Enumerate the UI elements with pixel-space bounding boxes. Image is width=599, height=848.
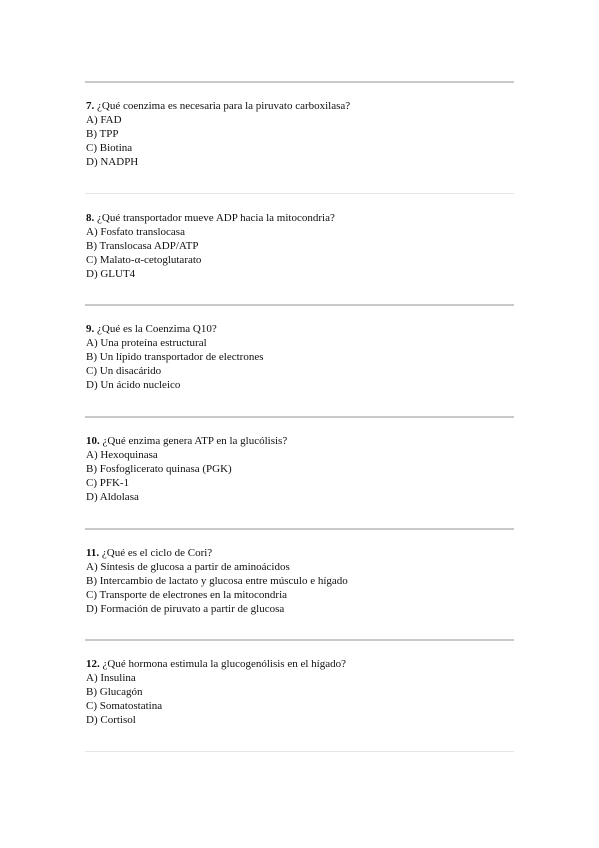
question-8 (86, 211, 514, 281)
option-a: A) Una proteína estructural (86, 337, 207, 349)
divider (85, 81, 514, 83)
option-b: B) Fosfoglicerato quinasa (PGK) (86, 463, 232, 475)
divider (85, 528, 514, 530)
option-b: B) Translocasa ADP/ATP (86, 240, 199, 252)
divider (85, 416, 514, 418)
option-a: A) Hexoquinasa (86, 449, 158, 461)
question-number: 9. (86, 323, 95, 335)
option-a: A) Fosfato translocasa (86, 226, 185, 238)
option-a: A) FAD (86, 114, 122, 126)
divider (85, 751, 514, 752)
question-number: 10. (86, 435, 100, 447)
question-12 (86, 657, 514, 727)
question-text: ¿Qué coenzima es necesaria para la piruvato carboxilasa? (97, 100, 351, 112)
option-c: C) Transporte de electrones en la mitocondria (86, 589, 288, 601)
option-d: D) Aldolasa (86, 491, 139, 503)
question-text: ¿Qué transportador mueve ADP hacia la mitocondria? (97, 212, 335, 224)
question-number: 8. (86, 212, 95, 224)
option-b: B) Intercambio de lactato y glucosa entre músculo e hígado (86, 575, 348, 587)
question-text: ¿Qué es el ciclo de Cori? (101, 547, 213, 559)
question-10 (86, 434, 514, 504)
option-b: B) Glucagón (86, 686, 143, 698)
question-number: 11. (86, 547, 100, 559)
question-stem (86, 546, 514, 560)
option-c: C) PFK-1 (86, 477, 130, 489)
option-c: C) Malato-α-cetoglutarato (86, 254, 202, 266)
question-7 (86, 99, 514, 169)
option-b: B) TPP (86, 128, 119, 140)
question-number: 12. (86, 658, 100, 670)
option-b: B) Un lípido transportador de electrones (86, 351, 264, 363)
question-stem (86, 657, 514, 671)
question-number: 7. (86, 100, 95, 112)
question-11 (86, 546, 514, 616)
question-stem (86, 322, 514, 336)
question-9 (86, 322, 514, 392)
option-a: A) Insulina (86, 672, 136, 684)
question-text: ¿Qué hormona estimula la glucogenólisis en el hígado? (102, 658, 346, 670)
question-stem (86, 211, 514, 225)
question-stem (86, 434, 514, 448)
question-text: ¿Qué enzima genera ATP en la glucólisis? (102, 435, 288, 447)
question-text: ¿Qué es la Coenzima Q10? (97, 323, 217, 335)
option-d: D) Cortisol (86, 714, 136, 726)
option-d: D) Un ácido nucleico (86, 379, 181, 391)
divider (85, 639, 514, 641)
divider (85, 193, 514, 194)
divider (85, 304, 514, 306)
option-d: D) NADPH (86, 156, 139, 168)
question-stem (86, 99, 514, 113)
option-c: C) Somatostatina (86, 700, 163, 712)
option-d: D) Formación de piruvato a partir de glucosa (86, 603, 285, 615)
option-a: A) Síntesis de glucosa a partir de aminoácidos (86, 561, 290, 573)
option-d: D) GLUT4 (86, 268, 136, 280)
option-c: C) Biotina (86, 142, 133, 154)
option-c: C) Un disacárido (86, 365, 162, 377)
